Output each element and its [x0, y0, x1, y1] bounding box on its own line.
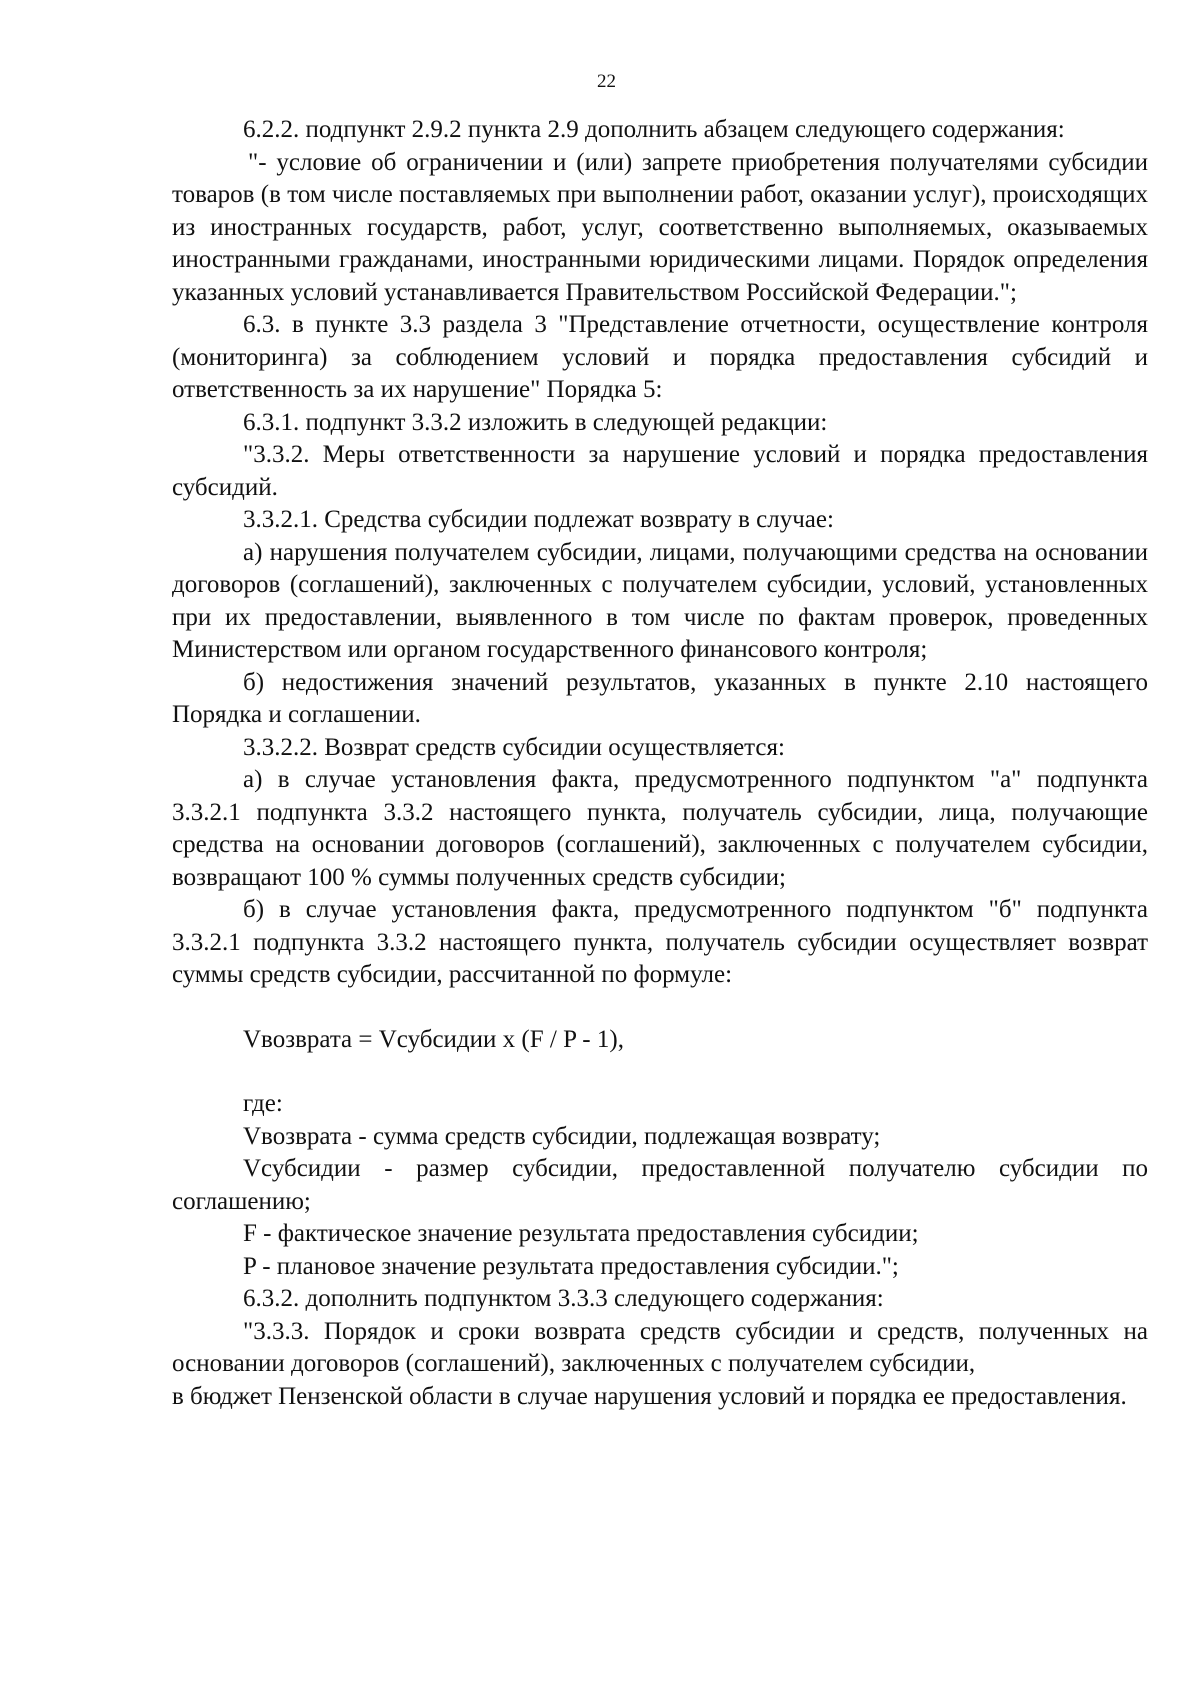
definition-v-return: Vвозврата - сумма средств субсидии, подлежащая возврату; [243, 1122, 881, 1150]
paragraph-3-3-3-start: "3.3.3. Порядок и сроки возврата средств субсидии и средств, полученных на основании договоров (соглашений), заключенных с получателем субсидии, [172, 1317, 1148, 1377]
paragraph-item-b-nonachievement: б) недостижения значений результатов, указанных в пункте 2.10 настоящего Порядка и соглашении. [172, 668, 1148, 728]
paragraph-3-3-2-1: 3.3.2.1. Средства субсидии подлежат возврату в случае: [243, 506, 834, 533]
document-body [172, 114, 1148, 1413]
definition-v-subsidy: Vсубсидии - размер субсидии, предоставленной получателю субсидии по соглашению; [172, 1155, 1148, 1215]
paragraph-6-3: 6.3. в пункте 3.3 раздела 3 "Представление отчетности, осуществление контроля (мониторинга) за соблюдением условий и порядка предоставления субсидий и ответственность за их нарушение" Порядка 5: [172, 311, 1148, 403]
page-number: 22 [597, 71, 616, 92]
paragraph-where: где: [243, 1090, 283, 1117]
paragraph-6-2-2: 6.2.2. подпункт 2.9.2 пункта 2.9 дополнить абзацем следующего содержания: [243, 116, 1065, 143]
paragraph-6-3-2: 6.3.2. дополнить подпунктом 3.3.3 следующего содержания: [243, 1285, 884, 1312]
return-formula: Vвозврата = Vсубсидии x (F / P - 1), [243, 1025, 624, 1053]
definition-f: F - фактическое значение результата предоставления субсидии; [243, 1220, 919, 1247]
paragraph-return-case-b: б) в случае установления факта, предусмотренного подпунктом "б" подпункта 3.3.2.1 подпункта 3.3.2 настоящего пункта, получатель субсидии осуществляет возврат суммы средств субсидии, рассчитанной по формуле: [172, 896, 1148, 988]
paragraph-3-3-3-continuation: в бюджет Пензенской области в случае нарушения условий и порядка ее предоставления. [172, 1382, 1127, 1410]
definition-p: P - плановое значение результата предоставления субсидии."; [243, 1252, 899, 1280]
paragraph-3-3-2-2: 3.3.2.2. Возврат средств субсидии осуществляется: [243, 733, 785, 761]
paragraph-item-a-violation: а) нарушения получателем субсидии, лицами, получающими средства на основании договоров (соглашений), заключенных с получателем субсидии, условий, установленных при их предоставлении, выявленного в том числе по фактам проверок, проведенных Министерством или органом государственного финансового контроля; [172, 538, 1148, 663]
paragraph-6-3-1: 6.3.1. подпункт 3.3.2 изложить в следующей редакции: [243, 408, 828, 436]
paragraph-condition-quote: "- условие об ограничении и (или) запрете приобретения получателями субсидии товаров (в том числе поставляемых при выполнении работ, оказании услуг), происходящих из иностранных государств, работ, услуг, соответственно выполняемых, оказываемых иностранными гражданами, иностранными юридическими лицами. Порядок определения указанных условий устанавливается Правительством Российской Федерации."; [172, 148, 1148, 306]
paragraph-return-case-a: а) в случае установления факта, предусмотренного подпунктом "а" подпункта 3.3.2.1 подпункта 3.3.2 настоящего пункта, получатель субсидии, лица, получающие средства на основании договоров (соглашений), заключенных с получателем субсидии, возвращают 100 % суммы полученных средств субсидии; [172, 766, 1148, 891]
paragraph-3-3-2: "3.3.2. Меры ответственности за нарушение условий и порядка предоставления субсидий. [172, 441, 1148, 501]
